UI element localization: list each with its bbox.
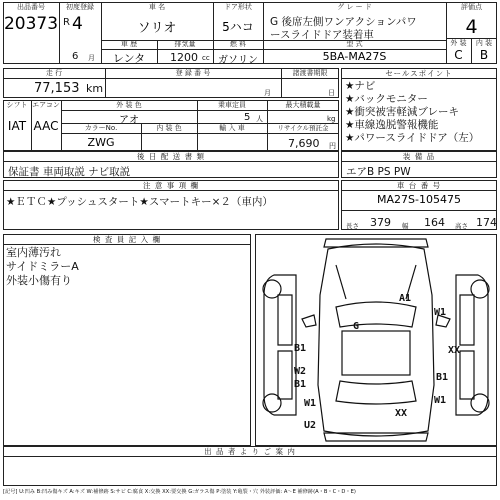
recycle-value: 7,690 — [288, 137, 320, 150]
aircon: AAC — [33, 119, 59, 133]
width-label: 幅 — [402, 222, 409, 230]
inspector-note: 室内薄汚れ — [6, 246, 61, 259]
car-outline-drawing — [256, 235, 496, 445]
car-name: ソリオ — [137, 21, 177, 36]
doc-deadline-unit: 日 — [328, 89, 335, 97]
damage-mark: B1 — [436, 372, 449, 383]
damage-mark: B1 — [294, 343, 307, 354]
inspector-notes — [6, 246, 79, 288]
capacity-unit: 人 — [256, 115, 263, 123]
inspector-title: 検 査 員 記 入 欄 — [3, 235, 251, 245]
sales-point-item: ★ナビ — [345, 80, 376, 92]
fuel: ガソリン — [218, 55, 258, 66]
sales-point-item: ★衝突被害軽減ブレーキ — [345, 106, 459, 118]
color-number: ZWG — [87, 136, 115, 149]
car-diagram — [255, 234, 497, 446]
documents-title: 後 日 配 送 書 類 — [3, 152, 339, 162]
frame-title: 車 台 番 号 — [341, 181, 497, 191]
shift: IAT — [7, 119, 27, 133]
damage-mark: A1 — [399, 293, 412, 304]
mileage-value: 77,153 — [34, 81, 80, 96]
color-no-label: カラーNo. — [84, 124, 118, 132]
footer-legend: [記号] U:凹み B:凹み傷キズ A:キズ W:補修跡 S:サビ C:腐食 X:交換 XX:要交換 G:ガラス傷 P:塗装 Y:亀裂・穴 外装評価: A〜E 補修跡(A・B・C・D・E) — [3, 489, 356, 495]
equipment-title: 装 備 品 — [341, 152, 497, 162]
damage-mark: W1 — [304, 398, 317, 409]
model-label: 型 式 — [346, 40, 363, 48]
height: 174 — [476, 216, 497, 229]
cc-label: 排気量 — [174, 40, 196, 48]
ac-label: エアコン — [32, 101, 60, 109]
interior-color-label: 内 装 色 — [156, 124, 182, 132]
lot-label: 出品番号 — [17, 3, 45, 11]
notes-title: 注 意 事 項 欄 — [3, 181, 339, 191]
equipment-value: エアB PS PW — [346, 166, 411, 178]
color-label: 外 装 色 — [116, 101, 142, 109]
notes-value: ★ＥＴＣ★プッシュスタート★スマートキー×２（車内） — [6, 196, 273, 208]
max-load-unit: kg — [327, 115, 336, 123]
damage-mark: U2 — [304, 420, 317, 431]
sales-point-list — [345, 80, 495, 145]
history-label: 車 歴 — [120, 40, 138, 48]
recycle-label: リサイクル預託金 — [277, 124, 329, 132]
car-name-label: 車 名 — [148, 3, 166, 11]
sales-point-title: セールスポイント — [341, 69, 497, 79]
score-label: 評価点 — [461, 3, 482, 11]
sales-point-item: ★バックモニター — [345, 93, 428, 105]
max-load-label: 最大積載量 — [285, 101, 321, 109]
sales-point-item: ★車線逸脱警報機能 — [345, 119, 439, 131]
recycle-unit: 円 — [329, 142, 336, 150]
era: R — [63, 17, 70, 28]
reg-month: 6 — [72, 51, 79, 62]
score: 4 — [465, 16, 478, 38]
reg-month-unit: 月 — [88, 54, 95, 62]
int-grade: B — [479, 48, 489, 62]
length-label: 長さ — [346, 222, 359, 230]
import-label: 輸 入 車 — [219, 124, 245, 132]
frame-number: MA27S-105475 — [377, 193, 461, 206]
inspector-note: サイドミラーA — [6, 260, 79, 273]
history: レンタ — [112, 52, 146, 65]
damage-mark: G — [353, 321, 360, 332]
inspector-note: 外装小傷有り — [6, 274, 72, 287]
sales-point-item: ★パワースライドドア（左） — [345, 132, 480, 144]
door-type: 5ハコ — [222, 20, 254, 34]
length: 379 — [370, 216, 391, 229]
capacity: 5 — [244, 112, 251, 123]
ext-grade: C — [454, 48, 463, 62]
door-label: ドア形状 — [224, 3, 252, 11]
documents-value: 保証書 車両取説 ナビ取説 — [8, 166, 131, 178]
shift-label: シフト — [6, 101, 28, 109]
mileage-unit: km — [86, 82, 104, 95]
reg-number-label: 登 録 番 号 — [175, 69, 211, 77]
first-reg-label: 初度登録 — [66, 3, 94, 11]
damage-mark: XX — [395, 408, 408, 419]
damage-mark: W1 — [434, 307, 447, 318]
grade-label: グ レ ー ド — [337, 3, 372, 11]
grade-line-1: G 後席左側ワンアクションパワ — [270, 16, 417, 28]
height-label: 高さ — [455, 222, 468, 230]
width: 164 — [424, 216, 445, 229]
capacity-label: 乗車定員 — [218, 101, 246, 109]
int-label: 内 装 — [475, 39, 493, 47]
model-code: 5BA-MA27S — [322, 50, 387, 63]
damage-mark: XX — [448, 345, 461, 356]
damage-mark: W1 — [434, 395, 447, 406]
reg-year: 4 — [72, 14, 83, 34]
displacement-unit: cc — [202, 54, 210, 62]
damage-mark: B1 — [294, 379, 307, 390]
ext-label: 外 装 — [450, 39, 467, 47]
doc-deadline-label: 諸渡書期限 — [292, 69, 328, 77]
body-color: アオ — [119, 115, 139, 126]
grade-line-2: ースライドドア装着車 — [270, 29, 374, 41]
fuel-label: 燃 料 — [229, 40, 247, 48]
inspection-month-unit: 月 — [264, 89, 271, 97]
mileage-label: 走 行 — [45, 69, 63, 77]
lot-number: 20373 — [3, 14, 59, 34]
damage-mark: W2 — [294, 366, 307, 377]
exhibitor-title: 出 品 者 よ り ご 案 内 — [3, 447, 497, 457]
displacement: 1200 — [170, 51, 198, 64]
